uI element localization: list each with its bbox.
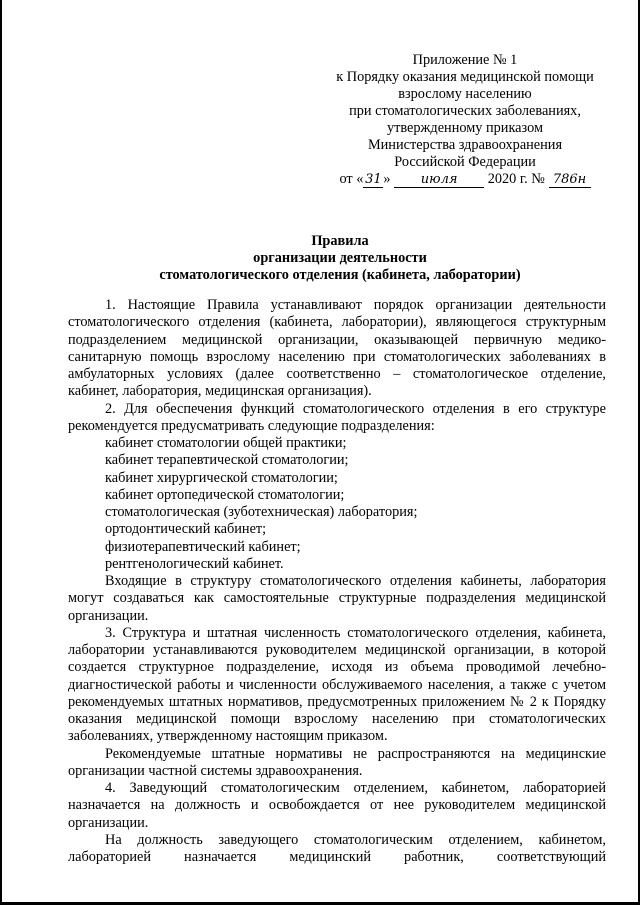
date-year: 2020 г. № (487, 171, 545, 187)
list-item: кабинет стоматологии общей практики; (105, 435, 347, 451)
paragraph-6: 4. Заведующий стоматологическим отделением, кабинетом, лабораторией назначается на должность и освобождается от нее руководителем медицинской организации. (68, 780, 606, 831)
list-item: рентгенологический кабинет. (105, 555, 284, 572)
date-prefix: от « (339, 171, 364, 187)
appendix-line: Российской Федерации (394, 154, 536, 170)
paragraph-5: Рекомендуемые штатные нормативы не распространяются на медицинские организации частной системы здравоохранения. (68, 745, 606, 779)
paragraph-7: На должность заведующего стоматологическим отделением, кабинетом, лабораторией назначается медицинский работник, соответствующий (68, 831, 606, 865)
handwritten-day: 31 (365, 172, 382, 187)
handwritten-month: июля (394, 173, 484, 188)
list-item: кабинет ортопедической стоматологии; (105, 486, 345, 503)
order-date-line (320, 171, 610, 188)
list-item: стоматологическая (зуботехническая) лаборатория; (105, 504, 418, 520)
appendix-line: утвержденному приказом (386, 120, 544, 136)
paragraph-1: 1. Настоящие Правила устанавливают порядок организации деятельности стоматологического отделения (кабинета, лаборатории), являющегося структурным подразделением медицинской организации, оказывающей первичную медико-санитарную помощь взрослому населению при стоматологических заболеваниях в амбулаторных условиях (далее соответственно – стоматологическое отделение, кабинет, лаборатория, медицинская организация). (68, 297, 606, 400)
paragraph-3: Входящие в структуру стоматологического отделения кабинеты, лаборатория могут создаваться как самостоятельные структурные подразделения медицинской организации. (68, 573, 606, 624)
appendix-line: к Порядку оказания медицинской помощи (336, 69, 594, 85)
appendix-line: при стоматологических заболеваниях, (349, 103, 581, 119)
document-body (68, 297, 606, 866)
list-item: физиотерапевтический кабинет; (105, 538, 301, 555)
appendix-line: взрослому населению (398, 86, 532, 102)
handwritten-order-number: 786н (549, 173, 591, 188)
title-line: организации деятельности (253, 250, 427, 266)
list-item: кабинет терапевтической стоматологии; (105, 452, 349, 469)
appendix-number: Приложение № 1 (412, 52, 518, 68)
paragraph-4: 3. Структура и штатная численность стоматологического отделения, кабинета, лаборатории устанавливаются руководителем медицинской организации, в которой создается структурное подразделение, исходя из объема проводимой лечебно-диагностической работы и численности обслуживаемого населения, а также с учетом рекомендуемых штатных нормативов, предусмотренных приложением № 2 к Порядку оказания медицинской помощи взрослому населению при стоматологических заболеваниях, утвержденному настоящим приказом. (68, 624, 606, 745)
scan-edge-left (0, 0, 2, 905)
date-mid: » (383, 171, 391, 187)
appendix-line: Министерства здравоохранения (367, 137, 563, 153)
title-line: Правила (311, 233, 369, 249)
list-item: ортодонтический кабинет; (105, 521, 267, 538)
title-line: стоматологического отделения (кабинета, лаборатории) (159, 267, 521, 283)
paragraph-2: 2. Для обеспечения функций стоматологического отделения в его структуре рекомендуется предусматривать следующие подразделения: (68, 400, 606, 434)
appendix-header (320, 52, 610, 188)
document-title (60, 233, 620, 284)
list-item: кабинет хирургической стоматологии; (105, 469, 338, 486)
